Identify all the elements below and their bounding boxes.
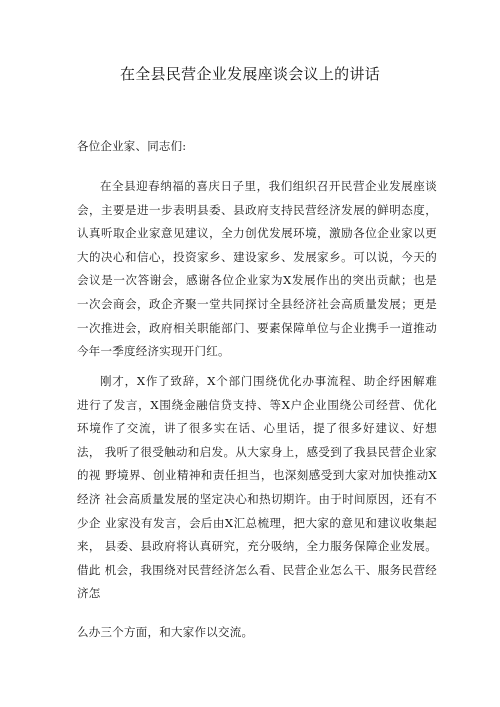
paragraph: 么办三个方面，和大家作以交流。 — [77, 625, 254, 639]
paragraph: 在全县迎春纳福的喜庆日子里，我们组织召开民营企业发展座谈 会，主要是进一步表明县委、县政府支持民营经济发展的鲜明态度，认真听取企业家意见建议，全力创优发展环境，激励各位企业家以更 大的决心和信心，投资家乡、建设家乡、发展家乡。可以说，今天的 会议是一次答谢会，感谢各位企业家为X发展作出的突出贡献；也是 一次会商会，政企齐聚一堂共同探讨全县经济社会高质量发展；更是 一次推进会，政府相关职能部门、要素保障单位与企业携手一道推动 今年一季度经济实现开门红。 — [77, 179, 437, 359]
document-title: 在全县民营企业发展座谈会议上的讲话 — [119, 65, 381, 83]
paragraph: 刚才，X作了致辞，X个部门围绕优化办事流程、助企纾困解难 进行了发言，X围绕金融信贷支持、等X户企业围绕公司经营、优化 环境作了交流，讲了很多实在话、心里话，提了很多好建议、好想法， 我听了很受触动和启发。从大家身上，感受到了我县民营企业家的视 野境界、创业精神和责任担当，也深刻感受到大家对加快推动X经济 社会高质量发展的坚定决心和热切期许。由于时间原因，还有不少企 业家没有发言，会后由X汇总梳理，把大家的意见和建议收集起来， 县委、县政府将认真研究，充分吸纳，全力服务保障企业发展。借此 机会，我围绕对民营经济怎么看、民营企业怎么干、服务民营经济怎 — [77, 374, 437, 601]
salutation: 各位企业家、同志们: — [77, 139, 187, 153]
